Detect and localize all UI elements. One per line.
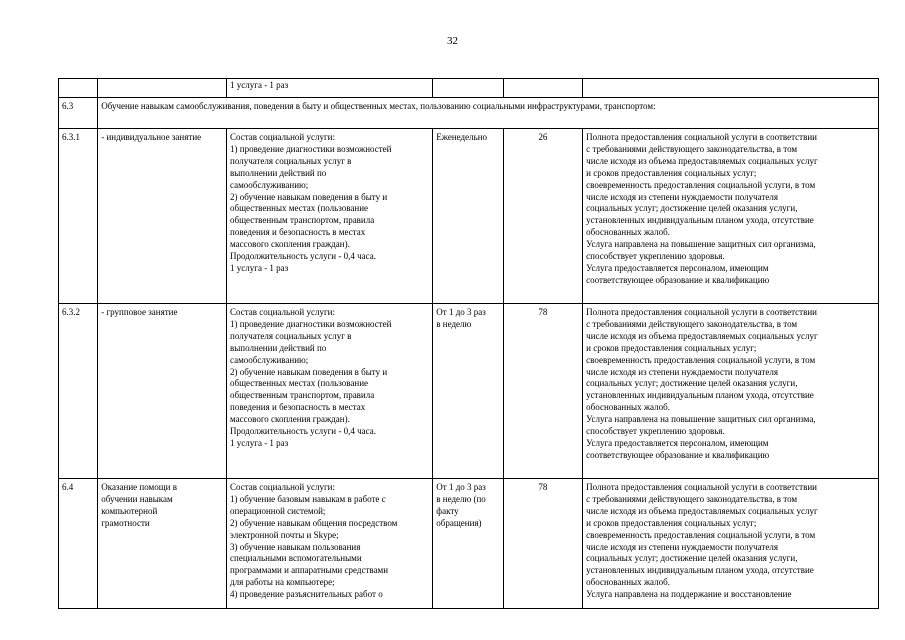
- text-line: массового скопления граждан).: [230, 239, 350, 250]
- text-line: - групповое занятие: [101, 307, 178, 317]
- text-line: Услуга направлена на повышение защитных сил организма,: [586, 414, 816, 425]
- text-line: соответствующее образование и квалификацию: [586, 274, 770, 285]
- text-line: грамотности: [101, 517, 150, 528]
- text-line: общественных местах (пользование: [230, 203, 369, 214]
- section-title: Обучение навыкам самообслуживания, поведения в быту и общественных местах, пользованию социальными инфраструктурами, транспортом:: [98, 98, 879, 129]
- text-line: Оказание помощи в: [101, 482, 177, 492]
- text-line: 1 услуга - 1 раз: [230, 437, 289, 448]
- row-quality: [583, 129, 879, 304]
- text-line: 2) обучение навыкам поведения в быту и: [230, 366, 388, 377]
- cell-num: [59, 79, 98, 98]
- text-line: обоснованных жалоб.: [586, 227, 670, 238]
- row-frequency: [433, 304, 503, 479]
- text-line: и сроков предоставления социальных услуг;: [586, 342, 757, 353]
- text-line: Полнота предоставления социальной услуги в соответствии: [586, 132, 817, 142]
- text-line: в неделю: [436, 318, 472, 329]
- text-line: для работы на компьютере;: [230, 577, 335, 588]
- row-count: 78: [503, 304, 582, 479]
- text-line: установленных индивидуальным планом ухода, отсутствие: [586, 390, 814, 401]
- text-line: самообслуживанию;: [230, 179, 309, 190]
- text-line: компьютерной: [101, 505, 158, 516]
- text-line: выполнении действий по: [230, 342, 327, 353]
- text-line: обоснованных жалоб.: [586, 577, 670, 588]
- row-count: 78: [503, 479, 582, 609]
- text-line: числе исходя из объема предоставляемых социальных услуг: [586, 505, 818, 516]
- text-line: Полнота предоставления социальной услуги в соответствии: [586, 482, 817, 492]
- services-table: [58, 78, 879, 609]
- row-desc: [227, 129, 433, 304]
- text-line: числе исходя из объема предоставляемых социальных услуг: [586, 155, 818, 166]
- row-num: 6.3.2: [59, 304, 98, 479]
- text-line: с требованиями действующего законодательства, в том: [586, 143, 798, 154]
- table-row: [59, 129, 879, 304]
- section-num: 6.3: [59, 98, 98, 129]
- cell-freq: [433, 79, 503, 98]
- text-line: числе исходя из степени нуждаемости получателя: [586, 366, 778, 377]
- text-line: установленных индивидуальным планом ухода, отсутствие: [586, 215, 814, 226]
- text-line: - индивидуальное занятие: [101, 132, 202, 142]
- text-line: общественных местах (пользование: [230, 378, 369, 389]
- text-line: Услуга направлена на повышение защитных сил организма,: [586, 239, 816, 250]
- text-line: социальных услуг; достижение целей оказания услуги,: [586, 378, 798, 389]
- table-row: [59, 304, 879, 479]
- text-line: выполнении действий по: [230, 167, 327, 178]
- text-line: 1) проведение диагностики возможностей: [230, 143, 392, 154]
- table-row: [59, 479, 879, 609]
- text-line: От 1 до 3 раз: [436, 482, 486, 492]
- text-line: 1 услуга - 1 раз: [230, 262, 289, 273]
- text-line: обучении навыкам: [101, 493, 173, 504]
- row-name: [98, 129, 227, 304]
- text-line: 2) обучение навыкам общения посредством: [230, 517, 398, 528]
- text-line: социальных услуг; достижение целей оказания услуги,: [586, 203, 798, 214]
- page-number: 32: [447, 35, 458, 47]
- cell-quality: [583, 79, 879, 98]
- text-line: числе исходя из объема предоставляемых социальных услуг: [586, 330, 818, 341]
- table-row-continuation: [59, 79, 879, 98]
- text-line: 3) обучение навыкам пользования: [230, 541, 361, 552]
- text-line: числе исходя из степени нуждаемости получателя: [586, 541, 778, 552]
- text-line: общественным транспортом, правила: [230, 215, 375, 226]
- text-line: соответствующее образование и квалификацию: [586, 449, 770, 460]
- table-row-section: [59, 98, 879, 129]
- text-line: программами и аппаратными средствами: [230, 565, 389, 576]
- row-num: 6.3.1: [59, 129, 98, 304]
- text-line: своевременность предоставления социальной услуги, в том: [586, 179, 816, 190]
- row-quality: [583, 479, 879, 609]
- text-line: Состав социальной услуги:: [230, 482, 335, 492]
- text-line: Полнота предоставления социальной услуги в соответствии: [586, 307, 817, 317]
- text-line: обоснованных жалоб.: [586, 402, 670, 413]
- text-line: Состав социальной услуги:: [230, 132, 335, 142]
- text-line: числе исходя из степени нуждаемости получателя: [586, 191, 778, 202]
- text-line: способствует укреплению здоровья.: [586, 251, 725, 262]
- text-line: с требованиями действующего законодательства, в том: [586, 493, 798, 504]
- cell-name: [98, 79, 227, 98]
- text-line: 2) обучение навыкам поведения в быту и: [230, 191, 388, 202]
- text-line: получателя социальных услуг в: [230, 330, 352, 341]
- row-frequency: [433, 479, 503, 609]
- text-line: массового скопления граждан).: [230, 414, 350, 425]
- text-line: Продолжительность услуги - 0,4 часа.: [230, 426, 376, 437]
- text-line: поведения и безопасность в местах: [230, 402, 366, 413]
- text-line: электронной почты и Skype;: [230, 529, 339, 540]
- text-line: Еженедельно: [436, 132, 488, 142]
- row-desc: [227, 304, 433, 479]
- row-num: 6.4: [59, 479, 98, 609]
- text-line: 1) проведение диагностики возможностей: [230, 318, 392, 329]
- text-line: и сроков предоставления социальных услуг;: [586, 167, 757, 178]
- text-line: с требованиями действующего законодательства, в том: [586, 318, 798, 329]
- text-line: Состав социальной услуги:: [230, 307, 335, 317]
- cell-desc: 1 услуга - 1 раз: [227, 79, 433, 98]
- text-line: способствует укреплению здоровья.: [586, 426, 725, 437]
- text-line: своевременность предоставления социальной услуги, в том: [586, 354, 816, 365]
- row-quality: [583, 304, 879, 479]
- cell-count: [503, 79, 582, 98]
- text-line: получателя социальных услуг в: [230, 155, 352, 166]
- row-name: [98, 304, 227, 479]
- row-count: 26: [503, 129, 582, 304]
- text-line: факту: [436, 505, 459, 516]
- text-line: установленных индивидуальным планом ухода, отсутствие: [586, 565, 814, 576]
- text-line: социальных услуг; достижение целей оказания услуги,: [586, 553, 798, 564]
- row-name: [98, 479, 227, 609]
- text-line: От 1 до 3 раз: [436, 307, 486, 317]
- row-frequency: [433, 129, 503, 304]
- text-line: операционной системой;: [230, 505, 326, 516]
- text-line: самообслуживанию;: [230, 354, 309, 365]
- text-line: Продолжительность услуги - 0,4 часа.: [230, 251, 376, 262]
- text-line: общественным транспортом, правила: [230, 390, 375, 401]
- text-line: в неделю (по: [436, 493, 486, 504]
- text-line: поведения и безопасность в местах: [230, 227, 366, 238]
- text-line: 4) проведение разъяснительных работ о: [230, 589, 383, 600]
- text-line: 1) обучение базовым навыкам в работе с: [230, 493, 386, 504]
- text-line: Услуга предоставляется персоналом, имеющим: [586, 437, 769, 448]
- text-line: и сроков предоставления социальных услуг;: [586, 517, 757, 528]
- text-line: обращения): [436, 517, 482, 528]
- text-line: Услуга направлена на поддержание и восстановление: [586, 589, 792, 600]
- text-line: Услуга предоставляется персоналом, имеющим: [586, 262, 769, 273]
- text-line: специальными вспомогательными: [230, 553, 362, 564]
- row-desc: [227, 479, 433, 609]
- text-line: своевременность предоставления социальной услуги, в том: [586, 529, 816, 540]
